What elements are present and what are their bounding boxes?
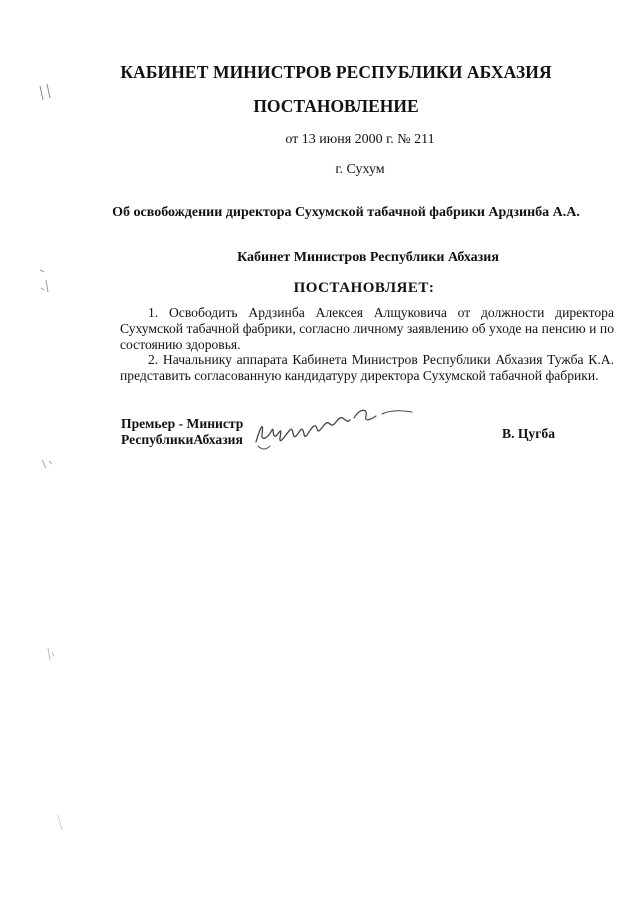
decree-item-1: 1. Освободить Ардзинба Алексея Алщуковича от должности директора Сухумской табачной фабрики, согласно личному заявлению об уходе на пенсию и по состоянию здоровья.	[120, 305, 614, 352]
signer-name: В. Цугба	[502, 426, 556, 441]
handwritten-signature	[250, 398, 420, 458]
document-city: г. Сухум	[335, 162, 385, 177]
document-subject: Об освобождении директора Сухумской табачной фабрики Ардзинба А.А.	[112, 205, 580, 220]
document-type: ПОСТАНОВЛЕНИЕ	[253, 96, 419, 116]
decree-heading: ПОСТАНОВЛЯЕТ:	[293, 280, 435, 296]
organization-title: КАБИНЕТ МИНИСТРОВ РЕСПУБЛИКИ АБХАЗИЯ	[120, 62, 552, 82]
document-date-number: от 13 июня 2000 г. № 211	[285, 132, 435, 147]
decree-item-2: 2. Начальнику аппарата Кабинета Министров Республики Абхазия Тужба К.А. представить согласованную кандидатуру директора Сухумской табачной фабрики.	[120, 352, 614, 383]
signer-title-line-1: Премьер - Министр	[121, 416, 244, 431]
issuing-body: Кабинет Министров Республики Абхазия	[237, 250, 499, 265]
signer-title	[121, 416, 243, 448]
signer-title-line-2: РеспубликиАбхазия	[121, 432, 243, 447]
